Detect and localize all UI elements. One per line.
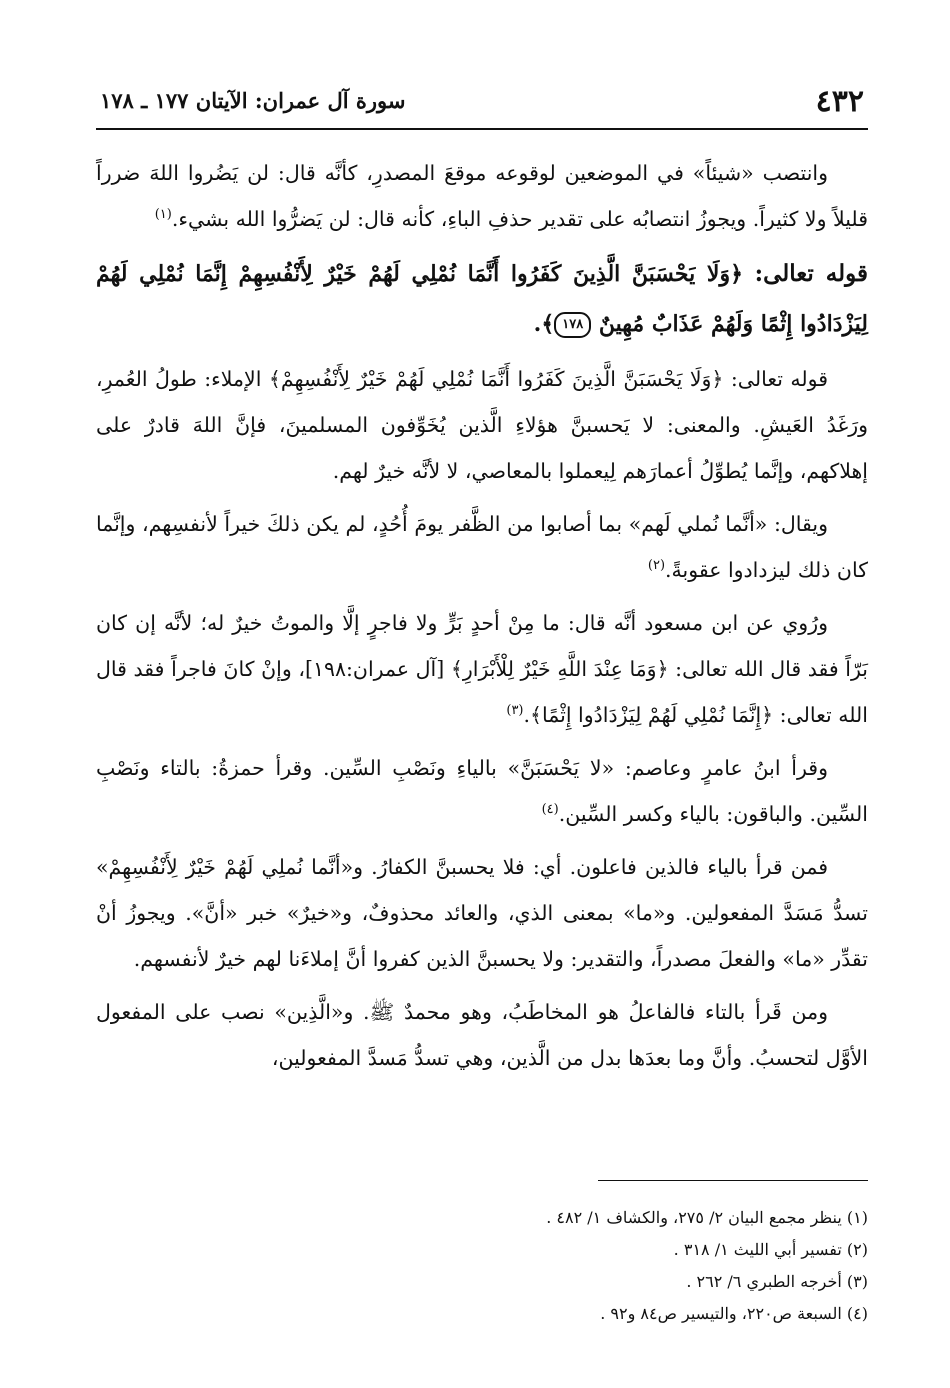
footnote-ref: (٢) — [647, 558, 666, 574]
verse-label: قوله تعالى: — [754, 260, 869, 287]
footnotes — [96, 1203, 868, 1331]
paragraph-text: وانتصب «شيئاً» في الموضعين لوقوعه موقعَ المصدرِ، كأنَّه قال: لن يَضُروا اللهَ ضرراً قليلاً ولا كثيراً. ويجوزُ انتصابُه على تقدير حذفِ الباءِ، كأنه قال: لن يَضرُّوا الله بشيء. — [96, 161, 868, 231]
paragraph-text: قوله تعالى: ﴿وَلَا يَحْسَبَنَّ الَّذِينَ كَفَرُوا أَنَّمَا نُمْلِي لَهُمْ خَيْرٌ لِأَنْفُسِهِمْ﴾ الإملاء: طولُ العُمرِ، ورَغَدُ العَيشِ. والمعنى: لا يَحسبنَّ هؤلاءِ الَّذين يُخَوِّفون المسلمينَ، فإنَّ اللهَ قادرٌ على إهلاكهم، وإنَّما يُطوِّلُ أعمارَهم لِيعملوا بالمعاصي، لا لأنَّه خيرٌ لهم. — [96, 367, 868, 483]
verse-close-bracket: ﴾. — [533, 311, 555, 337]
paragraph-uhud — [96, 500, 868, 593]
footnote-4: (٤) السبعة ص٢٢٠، والتيسير ص٨٤ و٩٢ . — [600, 1304, 868, 1323]
paragraph-ibn-masud — [96, 599, 868, 738]
ayah-number-marker: ١٧٨ — [554, 312, 591, 338]
page-header — [96, 80, 868, 130]
verse-text: ﴿وَلَا يَحْسَبَنَّ الَّذِينَ كَفَرُوا أَنَّمَا نُمْلِي لَهُمْ خَيْرٌ لِأَنْفُسِهِمْ إِنَّمَا نُمْلِي لَهُمْ لِيَزْدَادُوا إِثْمًا وَلَهُمْ عَذَابٌ مُهِينٌ — [96, 261, 868, 337]
paragraph-ya-reading — [96, 843, 868, 982]
footnote-ref: (١) — [154, 207, 172, 223]
paragraph-nasb-shayan — [96, 150, 868, 242]
page-number: ٤٣٢ — [815, 84, 864, 119]
footnote-divider — [598, 1180, 868, 1181]
paragraph-text: ومن قَرأ بالتاء فالفاعلُ هو المخاطَبُ، وهو محمدٌ ﷺ. و«الَّذِين» نصب على المفعول الأوَّل لتحسبُ. وأنَّ وما بعدَها بدل من الَّذين، وهي تسدُّ مَسدَّ المفعولين، — [96, 1000, 868, 1070]
paragraph-imla — [96, 355, 868, 494]
footnote-1: (١) ينظر مجمع البيان ٢/ ٢٧٥، والكشاف ١/ ٤٨٢ . — [546, 1208, 868, 1227]
paragraph-ta-reading — [96, 988, 868, 1081]
running-title: سورة آل عمران: الآيتان ١٧٧ ـ ١٧٨ — [100, 88, 406, 113]
paragraph-text: وقرأ ابنُ عامرٍ وعاصم: «لا يَحْسَبَنَّ» بالياءِ ونَصْبِ السِّين. وقرأ حمزةُ: بالتاء ونَصْبِ السِّين. والباقون: بالياء وكسر السِّين. — [96, 756, 868, 826]
footnote-3: (٣) أخرجه الطبري ٦/ ٢٦٢ . — [686, 1272, 868, 1291]
footnote-2: (٢) تفسير أبي الليث ١/ ٣١٨ . — [673, 1240, 868, 1259]
verse-heading — [96, 248, 868, 349]
paragraph-text: ورُوي عن ابن مسعود أنَّه قال: ما مِنْ أحدٍ بَرٍّ ولا فاجرٍ إلَّا والموتُ خيرٌ له؛ لأنَّه إن كان بَرّاً فقد قال الله تعالى: ﴿وَمَا عِنْدَ اللَّهِ خَيْرٌ لِلْأَبْرَارِ﴾ [آل عمران:١٩٨]، وإنْ كانَ فاجراً فقد قال الله تعالى: ﴿إِنَّمَا نُمْلِي لَهُمْ لِيَزْدَادُوا إِثْمًا﴾. — [96, 611, 868, 727]
main-text — [96, 150, 868, 1081]
paragraph-text: ويقال: «أنَّما نُملي لَهم» بما أصابوا من الظَّفر يومَ أُحُدٍ، لم يكن ذلكَ خيراً لأنفسِهم، وإنَّما كان ذلك ليزدادوا عقوبةً. — [96, 512, 868, 582]
paragraph-qiraat — [96, 744, 868, 837]
paragraph-text: فمن قرأ بالياء فالذين فاعلون. أي: فلا يحسبنَّ الكفارُ. و«أنَّما نُملِي لَهُمْ خَيْرٌ لِأَنْفُسِهِمْ» تسدُّ مَسَدَّ المفعولين. و«ما» بمعنى الذي، والعائد محذوفٌ، و«خيرٌ» خبر «أنَّ». ويجوزُ أنْ تقدِّر «ما» والفعلَ مصدراً، والتقدير: ولا يحسبنَّ الذين كفروا أنَّ إملاءَنا لهم خيرٌ لأنفسهم. — [96, 855, 868, 971]
footnote-ref: (٣) — [506, 703, 524, 719]
footnote-ref: (٤) — [541, 802, 559, 818]
